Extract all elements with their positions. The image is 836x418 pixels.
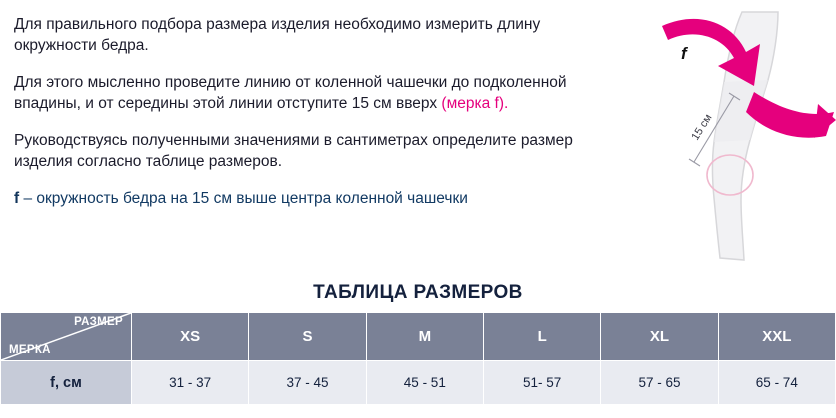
legend-line [14,188,574,209]
size-table-title: ТАБЛИЦА РАЗМЕРОВ [313,282,523,303]
leg-illustration-svg [650,8,836,266]
illustration-f-label: f [681,44,687,63]
cell-f-xxl: 65 - 74 [718,361,835,405]
intro-paragraph-2 [14,72,574,114]
intro-paragraph-2-text: Для этого мысленно проведите линию от коленной чашечки до подколенной впадины, и от середины этой линии отступите 15 см вверх [14,74,567,112]
measurement-label-15cm: 15 см [689,112,715,143]
instructions-text-block [14,14,574,209]
table-corner-cell [1,313,132,361]
row-label-f: f, см [1,361,132,405]
intro-paragraph-3: Руководствуясь полученными значениями в сантиметрах определите размер изделия согласно таблице размеров. [14,132,573,170]
leg-measurement-illustration [650,8,836,266]
table-row [1,361,836,405]
cell-f-s: 37 - 45 [249,361,366,405]
intro-paragraph-1: Для правильного подбора размера изделия необходимо измерить длину окружности бедра. [14,16,541,54]
size-table [0,312,836,405]
cell-f-l: 51- 57 [483,361,600,405]
cell-f-m: 45 - 51 [366,361,483,405]
size-table-head [1,313,836,361]
corner-measure-label: МЕРКА [9,344,51,356]
cell-f-xl: 57 - 65 [601,361,718,405]
corner-size-label: РАЗМЕР [74,316,123,328]
size-table-body [1,361,836,405]
cell-f-xs: 31 - 37 [132,361,249,405]
column-header-xxl: XXL [718,313,835,361]
column-header-m: M [366,313,483,361]
legend-f-mark: f [14,190,20,207]
column-header-l: L [483,313,600,361]
measure-f-reference: (мерка f). [441,95,509,112]
size-table-header-row [1,313,836,361]
column-header-xs: XS [132,313,249,361]
legend-description: – окружность бедра на 15 см выше центра коленной чашечки [19,190,468,207]
column-header-xl: XL [601,313,718,361]
column-header-s: S [249,313,366,361]
